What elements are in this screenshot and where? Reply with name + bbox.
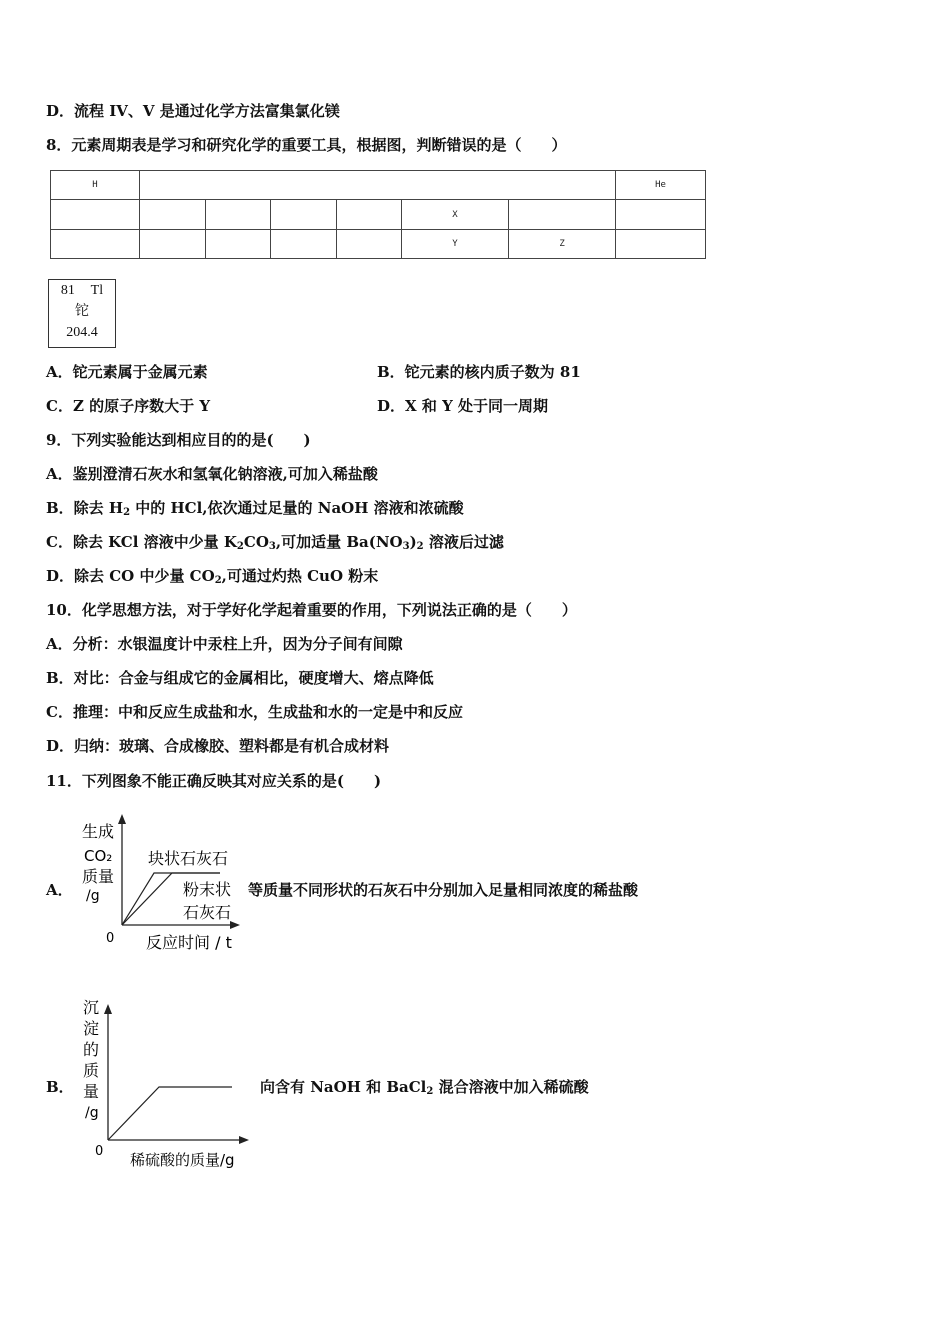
graph-a-label-powder-2: 石灰石: [183, 903, 232, 922]
q8-option-b: B．铊元素的核内质子数为 81: [377, 363, 581, 381]
graph-b-xlabel: 稀硫酸的质量/g: [130, 1151, 235, 1169]
q10-option-a: A．分析：水银温度计中汞柱上升，因为分子间有间隙: [46, 635, 403, 653]
q11-stem: 11．下列图象不能正确反映其对应关系的是( ): [46, 772, 382, 790]
q9-option-d: D．除去 CO 中少量 $CO_2$,可通过灼热 CuO 粉末: [46, 567, 379, 586]
graph-b-x-arrow: [239, 1136, 249, 1144]
q11-option-a-text: 等质量不同形状的石灰石中分别加入足量相同浓度的稀盐酸: [248, 881, 639, 899]
cell-h: H: [51, 171, 140, 200]
q8-option-a: A．铊元素属于金属元素: [46, 363, 208, 381]
periodic-table-excerpt: [50, 170, 706, 259]
graph-b-y-arrow: [104, 1004, 112, 1014]
cell-x: X: [402, 200, 509, 230]
cell-y: Y: [402, 230, 509, 259]
element-name: 铊: [75, 304, 89, 319]
cell-he: He: [616, 171, 706, 200]
q8-stem: 8．元素周期表是学习和研究化学的重要工具，根据图，判断错误的是（ ）: [46, 136, 567, 154]
q9-option-a: A．鉴别澄清石灰水和氢氧化钠溶液,可加入稀盐酸: [46, 465, 378, 483]
q8-option-c: C．Z 的原子序数大于 Y: [46, 397, 211, 415]
q11-option-b-label: B．: [46, 1078, 74, 1096]
graph-b-ylabel-5: 量: [83, 1082, 100, 1101]
q11-option-a-label: A．: [46, 881, 73, 899]
graph-a: [70, 812, 250, 960]
graph-b-origin: 0: [95, 1144, 104, 1159]
graph-a-x-arrow: [230, 921, 240, 929]
atomic-number: 81: [60, 283, 75, 298]
q11-option-b-text: 向含有 NaOH 和 BaCl$_2$ 混合溶液中加入稀硫酸: [260, 1078, 589, 1097]
graph-b-ylabel-1: 沉: [83, 998, 100, 1017]
q10-stem: 10．化学思想方法，对于学好化学起着重要的作用，下列说法正确的是（ ）: [46, 601, 577, 619]
graph-a-ylabel-2: CO₂: [84, 847, 113, 865]
graph-a-yunit: /g: [86, 888, 100, 904]
q10-option-d: D．归纳：玻璃、合成橡胶、塑料都是有机合成材料: [46, 737, 390, 755]
graph-b: [75, 995, 255, 1175]
graph-a-label-powder-1: 粉末状: [183, 880, 232, 899]
q8-option-d: D．X 和 Y 处于同一周期: [377, 397, 549, 415]
graph-a-label-lump: 块状石灰石: [148, 849, 229, 868]
cell-z: Z: [509, 230, 616, 259]
cell-gap: [140, 171, 616, 200]
element-symbol: Tl: [90, 283, 104, 298]
q7-option-d: D．流程 IV、V 是通过化学方法富集氯化镁: [46, 102, 340, 120]
graph-a-xlabel: 反应时间 / t: [146, 933, 232, 952]
graph-b-ylabel-2: 淀: [83, 1019, 100, 1038]
q9-option-b: B．除去 $H_2$ 中的 HCl,依次通过足量的 NaOH 溶液和浓硫酸: [46, 499, 464, 518]
graph-b-ylabel-3: 的: [83, 1040, 100, 1059]
atomic-mass: 204.4: [66, 325, 98, 340]
q9-option-c: C．除去 KCl 溶液中少量 $K_2CO_3$,可加适量 $Ba(NO_3)_2$ 溶液后过滤: [46, 533, 504, 552]
q10-option-c: C．推理：中和反应生成盐和水，生成盐和水的一定是中和反应: [46, 703, 463, 721]
graph-a-ylabel-1: 生成: [82, 822, 115, 841]
thallium-element-card: [48, 279, 116, 348]
graph-b-yunit: /g: [85, 1105, 99, 1121]
graph-a-y-arrow: [118, 814, 126, 824]
graph-b-line: [108, 1087, 232, 1140]
q10-option-b: B．对比：合金与组成它的金属相比，硬度增大、熔点降低: [46, 669, 434, 687]
graph-b-ylabel-4: 质: [83, 1061, 100, 1080]
graph-a-ylabel-3: 质量: [82, 867, 115, 886]
q9-stem: 9．下列实验能达到相应目的的是( ): [46, 431, 311, 449]
graph-a-origin: 0: [106, 931, 115, 946]
